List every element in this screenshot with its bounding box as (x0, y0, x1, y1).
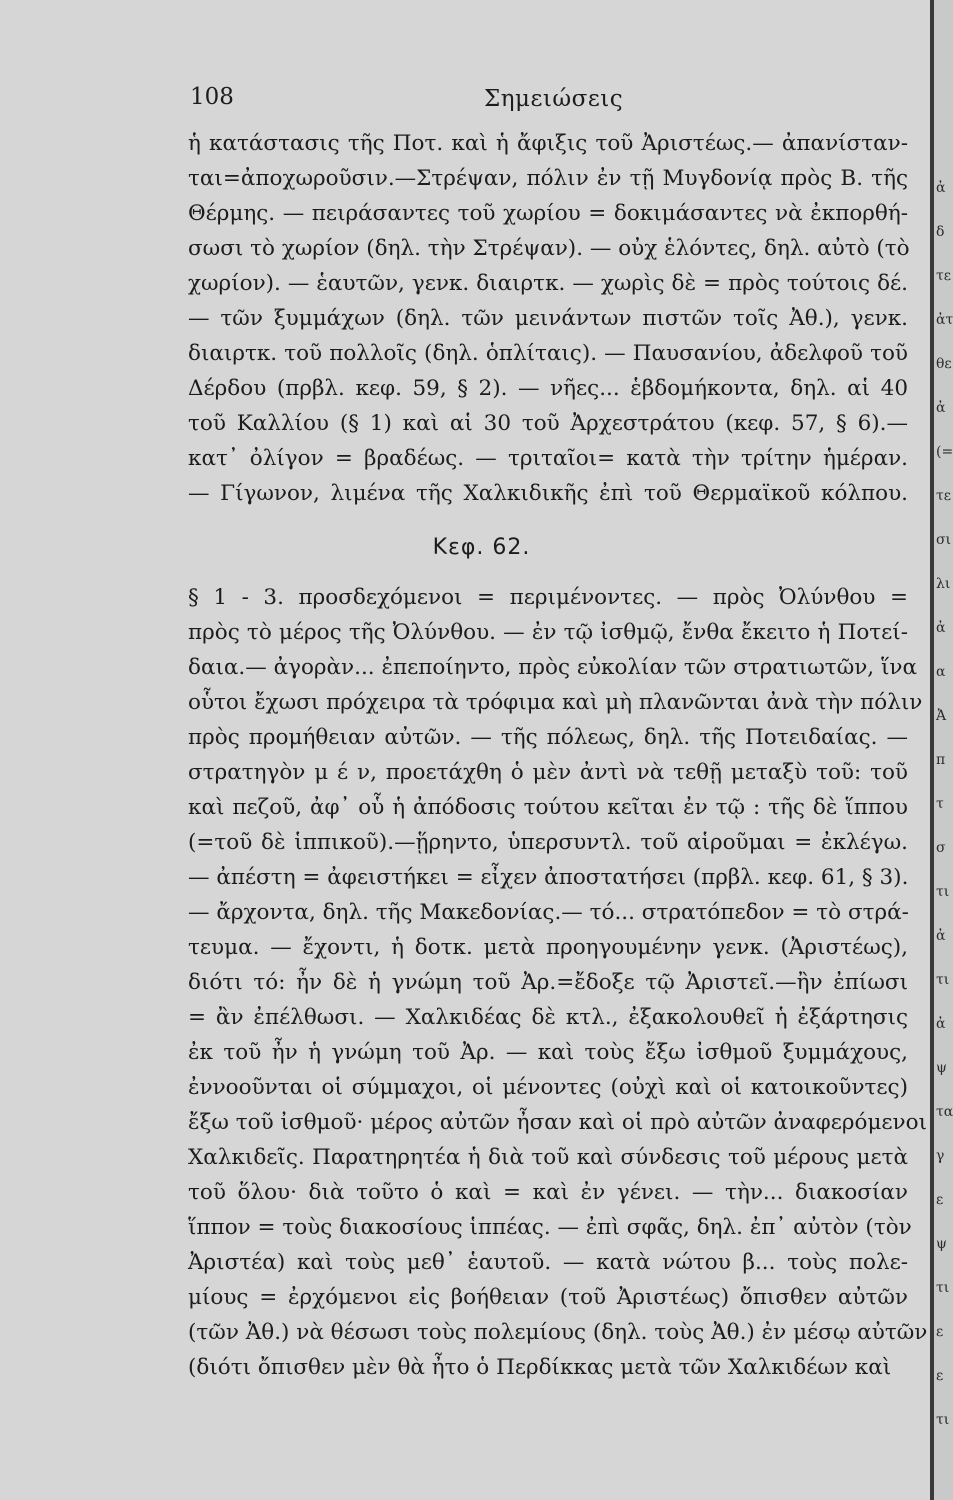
text-line: πρὸς προμήθειαν αὐτῶν. — τῆς πόλεως, δηλ. τῆς Ποτειδαίας. — (188, 725, 908, 750)
text-line: δαια.— ἀγορὰν... ἐπεποίηντο, πρὸς εὐκολίαν τῶν στρατιωτῶν, ἵνα (188, 655, 917, 680)
chapter-heading: Κεφ. 62. (432, 535, 531, 560)
facing-page-fragment: τ (936, 796, 944, 812)
facing-page-fragment: λι (936, 576, 951, 592)
text-line: ἐκ τοῦ ἦν ἡ γνώμη τοῦ Ἀρ. — καὶ τοὺς ἔξω ἰσθμοῦ ξυμμάχους, (188, 1040, 908, 1065)
text-line: διότι τό: ἦν δὲ ἡ γνώμη τοῦ Ἀρ.=ἔδοξε τῷ Ἀριστεῖ.—ἢν ἐπίωσι (188, 970, 908, 995)
text-line: Δέρδου (πρβλ. κεφ. 59, § 2). — νῆες... ἑβδομήκοντα, δηλ. αἱ 40 (188, 376, 908, 401)
facing-page-fragment: ἀ (936, 620, 946, 636)
facing-page-edge (934, 0, 953, 1500)
text-line: ἵππον = τοὺς διακοσίους ἱππέας. — ἐπὶ σφᾶς, δηλ. ἐπ᾽ αὐτὸν (τὸν (188, 1215, 912, 1240)
facing-page-fragment: θε (936, 356, 952, 372)
facing-page-fragment: σι (936, 532, 952, 548)
facing-page-fragment: δ (936, 224, 945, 240)
text-line: = ἂν ἐπέλθωσι. — Χαλκιδέας δὲ κτλ., ἐξακολουθεῖ ἡ ἐξάρτησις (188, 1005, 908, 1030)
facing-page-fragment: τε (936, 488, 951, 504)
facing-page-fragment: ε (936, 1324, 944, 1340)
page-number: 108 (190, 84, 234, 110)
text-line: § 1 - 3. προσδεχόμενοι = περιμένοντες. — πρὸς Ὀλύνθου = (188, 585, 908, 610)
facing-page-fragment: γ (936, 1148, 945, 1164)
facing-page-fragment: τι (936, 972, 950, 988)
text-line: σωσι τὸ χωρίον (δηλ. τὴν Στρέψαν). — οὐχ ἑλόντες, δηλ. αὐτὸ (τὸ (188, 236, 910, 261)
facing-page-fragment: τι (936, 1280, 950, 1296)
facing-page-fragment: (= (936, 444, 953, 460)
text-line: καὶ πεζοῦ, ἀφ᾽ οὗ ἡ ἀπόδοσις τούτου κεῖται ἐν τῷ : τῆς δὲ ἵππου (188, 795, 908, 820)
text-line: οὗτοι ἔχωσι πρόχειρα τὰ τρόφιμα καὶ μὴ πλανῶνται ἀνὰ τὴν πόλιν (188, 690, 923, 715)
text-line: στρατηγὸν μ έ ν, προετάχθη ὁ μὲν ἀντὶ νὰ τεθῇ μεταξὺ τοῦ: τοῦ (188, 760, 908, 785)
text-line: — ἀπέστη = ἀφειστήκει = εἶχεν ἀποστατήσει (πρβλ. κεφ. 61, § 3). (188, 865, 909, 890)
facing-page-fragment: τε (936, 268, 951, 284)
text-line: ἡ κατάστασις τῆς Ποτ. καὶ ἡ ἄφιξις τοῦ Ἀριστέως.— ἀπανίσταν- (188, 131, 908, 156)
text-line: ται=ἀποχωροῦσιν.—Στρέψαν, πόλιν ἐν τῇ Μυγδονίᾳ πρὸς Β. τῆς (188, 166, 908, 191)
chapter-notes (188, 580, 928, 1385)
text-line: τοῦ ὅλου· διὰ τοῦτο ὁ καὶ = καὶ ἐν γένει. — τὴν... διακοσίαν (188, 1180, 908, 1205)
facing-page-fragment: τι (936, 884, 950, 900)
facing-page-fragment: τα (936, 1104, 953, 1120)
running-title: Σημειώσεις (484, 86, 624, 112)
text-line: — τῶν ξυμμάχων (δηλ. τῶν μεινάντων πιστῶν τοῖς Ἀθ.), γενκ. (188, 306, 908, 331)
text-line: ἔξω τοῦ ἰσθμοῦ· μέρος αὐτῶν ἦσαν καὶ οἱ πρὸ αὐτῶν ἀναφερόμενοι (188, 1110, 927, 1135)
facing-page-fragment: Ἀ (936, 708, 947, 724)
facing-page-fragment: ἀ (936, 1016, 946, 1032)
text-line: μίους = ἐρχόμενοι εἰς βοήθειαν (τοῦ Ἀριστέως) ὄπισθεν αὐτῶν (188, 1285, 908, 1310)
facing-page-fragment: π (936, 752, 946, 768)
text-line: κατ᾽ ὀλίγον = βραδέως. — τριταῖοι= κατὰ τὴν τρίτην ἡμέραν. (188, 446, 908, 471)
facing-page-fragment: ψ (936, 1236, 947, 1252)
facing-page-fragment: ε (936, 1368, 944, 1384)
text-line: τοῦ Καλλίου (§ 1) καὶ αἱ 30 τοῦ Ἀρχεστράτου (κεφ. 57, § 6).— (188, 411, 908, 436)
text-line: πρὸς τὸ μέρος τῆς Ὀλύνθου. — ἐν τῷ ἰσθμῷ, ἔνθα ἔκειτο ἡ Ποτεί- (188, 620, 908, 645)
facing-page-fragment: ἀ (936, 928, 946, 944)
notes-continued (188, 126, 908, 511)
facing-page-fragment: ἀ (936, 400, 946, 416)
facing-page-fragment: ψ (936, 1060, 947, 1076)
text-line: (διότι ὄπισθεν μὲν θὰ ἦτο ὁ Περδίκκας μετὰ τῶν Χαλκιδέων καὶ (188, 1355, 892, 1380)
text-line: Χαλκιδεῖς. Παρατηρητέα ἡ διὰ τοῦ καὶ σύνδεσις τοῦ μέρους μετὰ (188, 1145, 908, 1170)
text-line: (τῶν Ἀθ.) νὰ θέσωσι τοὺς πολεμίους (δηλ. τοὺς Ἀθ.) ἐν μέσῳ αὐτῶν (188, 1320, 928, 1345)
text-line: ἐννοοῦνται οἱ σύμμαχοι, οἱ μένοντες (οὐχὶ καὶ οἱ κατοικοῦντες) (188, 1075, 908, 1100)
facing-page-fragment: σ (936, 840, 946, 856)
facing-page-fragment: ἀ (936, 180, 946, 196)
text-line: χωρίον). — ἑαυτῶν, γενκ. διαιρτκ. — χωρὶς δὲ = πρὸς τούτοις δέ. (188, 271, 908, 296)
facing-page-fragment: ε (936, 1192, 944, 1208)
text-line: διαιρτκ. τοῦ πολλοῖς (δηλ. ὁπλίταις). — Παυσανίου, ἀδελφοῦ τοῦ (188, 341, 908, 366)
text-line: Θέρμης. — πειράσαντες τοῦ χωρίου = δοκιμάσαντες νὰ ἐκπορθή- (188, 201, 908, 226)
text-line: Ἀριστέα) καὶ τοὺς μεθ᾽ ἑαυτοῦ. — κατὰ νώτου β... τοὺς πολε- (188, 1250, 908, 1275)
text-line: — ἄρχοντα, δηλ. τῆς Μακεδονίας.— τό... στρατόπεδον = τὸ στρά- (188, 900, 909, 925)
text-line: τευμα. — ἔχοντι, ἡ δοτκ. μετὰ προηγουμένην γενκ. (Ἀριστέως), (188, 935, 908, 960)
text-line: — Γίγωνον, λιμένα τῆς Χαλκιδικῆς ἐπὶ τοῦ Θερμαϊκοῦ κόλπου. (188, 481, 908, 506)
facing-page-fragment: τι (936, 1412, 950, 1428)
facing-page-fragment: ἀτ (936, 312, 953, 328)
text-line: (=τοῦ δὲ ἱππικοῦ).—ᾕρηντο, ὑπερσυντλ. τοῦ αἱροῦμαι = ἐκλέγω. (188, 830, 908, 855)
facing-page-fragment: α (936, 664, 946, 680)
